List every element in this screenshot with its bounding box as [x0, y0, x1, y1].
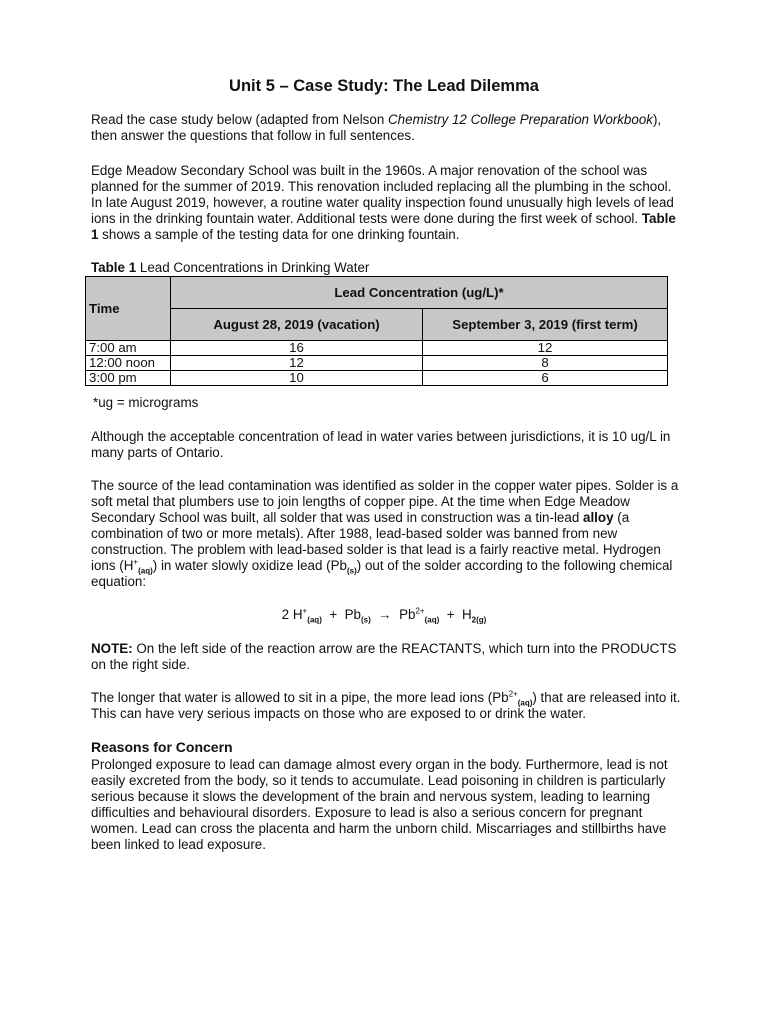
- september-column-header: September 3, 2019 (first term): [423, 309, 668, 341]
- intro-text: Read the case study below (adapted from Nelson: [91, 112, 388, 127]
- intro-text-end: ), then answer the questions that follow in full sentences.: [91, 112, 662, 143]
- lead-concentration-table: [85, 276, 668, 386]
- book-title: Chemistry 12 College Preparation Workbook: [388, 112, 653, 127]
- table-footnote: *ug = micrograms: [93, 395, 199, 410]
- reaction-arrow: →: [378, 607, 392, 622]
- page-title: Unit 5 – Case Study: The Lead Dilemma: [229, 77, 539, 95]
- table-row: [86, 371, 668, 386]
- august-column-header: August 28, 2019 (vacation): [171, 309, 423, 341]
- table-caption: Table 1 Lead Concentrations in Drinking Water: [91, 260, 370, 275]
- acceptable-level-paragraph: Although the acceptable concentration of lead in water varies between jurisdictions, it is 10 ug/L in many parts of Ontario.: [91, 429, 671, 460]
- concern-paragraph: Prolonged exposure to lead can damage almost every organ in the body. Furthermore, lead is not easily excreted from the body, so it tends to accumulate. Lead poisoning in children is particularly serious because it slows the development of the brain and nervous system, leading to learning difficulties and behavioural disorders. Exposure to lead is also a serious concern for pregnant women. Lead can cross the placenta and harm the unborn child. Miscarriages and stillbirths have been linked to lead exposure.: [91, 757, 668, 852]
- aug-value-cell: 12: [171, 356, 423, 371]
- sep-value-cell: 8: [423, 356, 668, 371]
- table-row: [86, 356, 668, 371]
- time-cell: 12:00 noon: [86, 356, 171, 371]
- sep-value-cell: 6: [423, 371, 668, 386]
- time-header: Time: [86, 277, 171, 341]
- table-row: [86, 341, 668, 356]
- time-cell: 7:00 am: [86, 341, 171, 356]
- aug-value-cell: 10: [171, 371, 423, 386]
- chemical-equation: 2 $H^+_{(aq)} + Pb_{(s)} \to Pb^{2+}_{(aq)} + H_{2(g)}$: [281, 606, 487, 625]
- sep-value-cell: 12: [423, 341, 668, 356]
- note-paragraph: NOTE: On the left side of the reaction arrow are the REACTANTS, which turn into the PRODUCTS on the right side.: [91, 641, 677, 672]
- section-heading: Reasons for Concern: [91, 739, 233, 755]
- exposure-paragraph: The longer that water is allowed to sit in a pipe, the more lead ions $(Pb^{2+}_{(aq)})$ that are released into it. This can have very serious impacts on those who are exposed to or drink the water.: [91, 689, 681, 721]
- contamination-source-paragraph: The source of the lead contamination was identified as solder in the copper water pipes. Solder is a soft metal that plumbers use to join lengths of copper pipe. At the time when Edge Meadow Secondary School was built, all solder that was used in construction was a tin-lead alloy (a combination of two or more metals). After 1988, lead-based solder was banned from new construction. The problem with lead-based solder is that lead is a fairly reactive metal. Hydrogen ions $(H^+_{(aq)})$ in water slowly oxidize lead $(Pb_{(s)})$ out of the solder according to the following chemical equation:: [91, 478, 679, 589]
- aug-value-cell: 16: [171, 341, 423, 356]
- intro-paragraph: [91, 112, 681, 144]
- time-cell: 3:00 pm: [86, 371, 171, 386]
- background-paragraph: Edge Meadow Secondary School was built in the 1960s. A major renovation of the school was planned for the summer of 2019. This renovation included replacing all the plumbing in the school. In late August 2019, however, a routine water quality inspection found unusually high levels of lead ions in the drinking fountain water. Additional tests were done during the first week of school. Table 1 shows a sample of the testing data for one drinking fountain.: [91, 163, 676, 242]
- concentration-header: Lead Concentration (ug/L)*: [171, 277, 668, 309]
